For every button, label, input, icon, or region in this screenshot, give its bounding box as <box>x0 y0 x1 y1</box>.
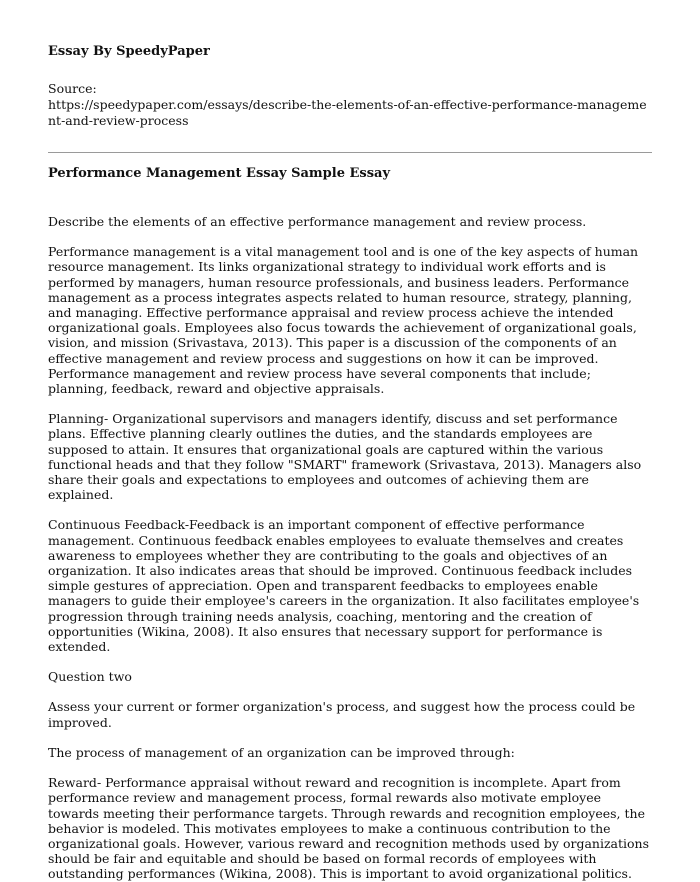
essay-body <box>48 214 652 882</box>
essay-paragraph: Assess your current or former organization's process, and suggest how the process could be improved. <box>48 699 636 730</box>
essay-paragraph: Planning- Organizational supervisors and managers identify, discuss and set performance plans. Effective planning clearly outlines the duties, and the standards employees are supposed to attain. It ensures that organizational goals are captured within the various functional heads and that they follow "SMART" framework (Srivastava, 2013). Managers also share their goals and expectations to employees and outcomes of achieving them are explained. <box>48 411 642 503</box>
header-divider <box>48 152 652 153</box>
essay-paragraph: Reward- Performance appraisal without reward and recognition is incomplete. Apart from performance review and management process, formal rewards also motivate employee towards meeting their performance targets. Through rewards and recognition employees, the behavior is modeled. This motivates employees to make a continuous contribution to the organizational goals. However, various reward and recognition methods used by organizations should be fair and equitable and should be based on formal records of employees with outstanding performances (Wikina, 2008). This is important to avoid organizational politics. <box>48 775 650 882</box>
essay-paragraph: The process of management of an organization can be improved through: <box>48 744 515 760</box>
source-url-link[interactable]: https://speedypaper.com/essays/describe-the-elements-of-an-effective-performance-management-and-review-process <box>48 97 647 128</box>
essay-title: Performance Management Essay Sample Essay <box>48 166 391 181</box>
section-heading-question-two: Question two <box>48 669 132 685</box>
source-label: Source: <box>48 81 97 96</box>
essay-paragraph: Performance management is a vital management tool and is one of the key aspects of human resource management. Its links organizational strategy to individual work efforts and is performed by managers, human resource professionals, and business leaders. Performance management as a process integrates aspects related to human resource, strategy, planning, and managing. Effective performance appraisal and review process achieve the intended organizational goals. Employees also focus towards the achievement of organizational goals, vision, and mission (Srivastava, 2013). This paper is a discussion of the components of an effective management and review process and suggestions on how it can be improved. Performance management and review process have several components that include; planning, feedback, reward and objective appraisals. <box>48 244 639 397</box>
essay-paragraph: Continuous Feedback-Feedback is an important component of effective performance management. Continuous feedback enables employees to evaluate themselves and creates awareness to employees whether they are contributing to the goals and objectives of an organization. It also indicates areas that should be improved. Continuous feedback includes simple gestures of appreciation. Open and transparent feedbacks to employees enable managers to guide their employee's careers in the organization. It also facilitates employee's progression through training needs analysis, coaching, mentoring and the creation of opportunities (Wikina, 2008). It also ensures that necessary support for performance is extended. <box>48 517 640 655</box>
document-header-title: Essay By SpeedyPaper <box>48 44 210 59</box>
essay-paragraph: Describe the elements of an effective performance management and review process. <box>48 214 587 229</box>
